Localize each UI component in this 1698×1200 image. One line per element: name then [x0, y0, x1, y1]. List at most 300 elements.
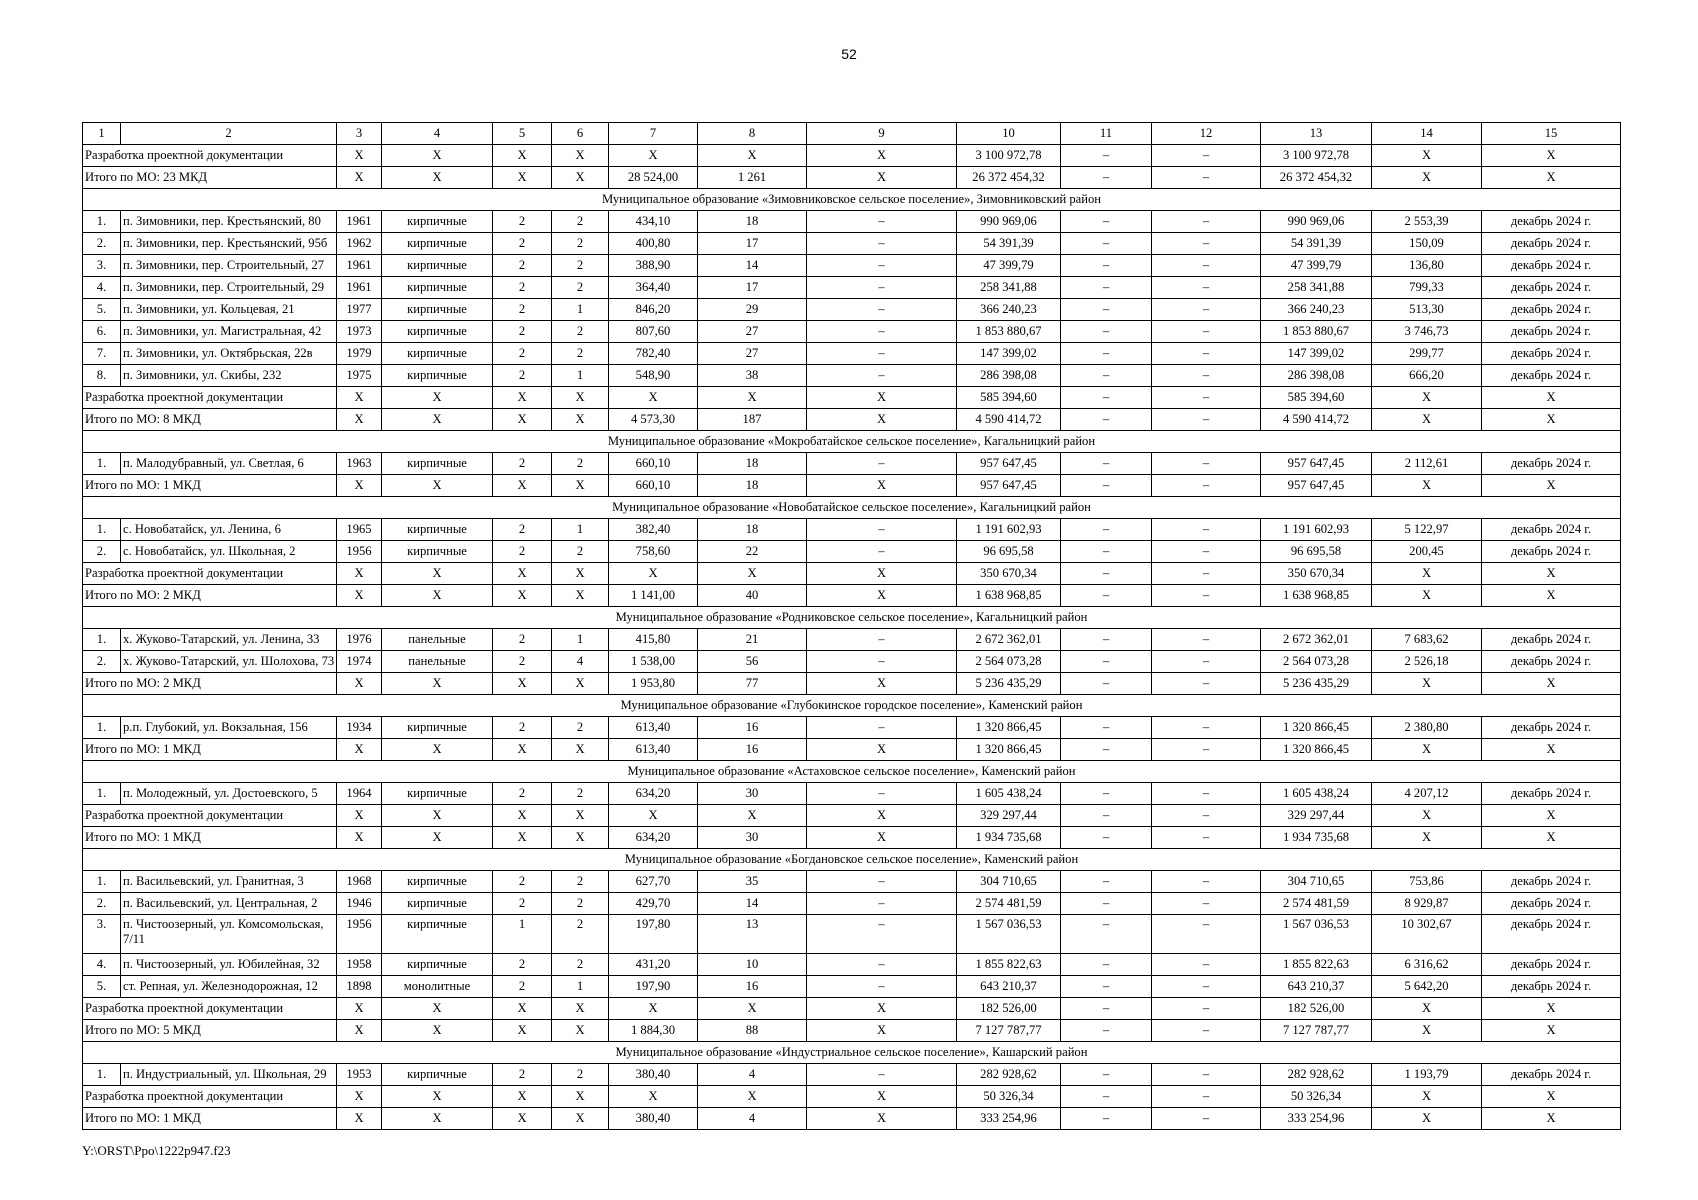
table-cell: 1946 [337, 893, 382, 915]
total-row [83, 475, 1621, 497]
table-cell: X [337, 409, 382, 431]
table-cell: – [1152, 365, 1261, 387]
repair-program-table [82, 122, 1621, 1130]
total-label: Итого по МО: 1 МКД [83, 827, 337, 849]
section-title: Муниципальное образование «Новобатайское сельское поселение», Кагальницкий район [83, 497, 1621, 519]
building-address: п. Васильевский, ул. Центральная, 2 [121, 893, 337, 915]
table-cell: 17 [698, 233, 807, 255]
table-cell: X [1482, 673, 1621, 695]
table-cell: 2 [493, 211, 552, 233]
table-cell: 50 326,34 [1261, 1086, 1372, 1108]
table-cell: 16 [698, 717, 807, 739]
table-cell: X [1372, 563, 1482, 585]
table-cell: 2 [552, 255, 609, 277]
table-cell: X [1372, 409, 1482, 431]
table-cell: 1975 [337, 365, 382, 387]
total-label: Итого по МО: 2 МКД [83, 673, 337, 695]
table-cell: X [493, 827, 552, 849]
table-cell: 17 [698, 277, 807, 299]
table-cell: 1 934 735,68 [1261, 827, 1372, 849]
table-cell: 50 326,34 [957, 1086, 1061, 1108]
table-cell: – [1152, 1108, 1261, 1130]
total-label: Разработка проектной документации [83, 998, 337, 1020]
table-cell: X [807, 387, 957, 409]
table-cell: X [552, 739, 609, 761]
table-cell: 1 141,00 [609, 585, 698, 607]
table-cell: 388,90 [609, 255, 698, 277]
table-cell: X [1482, 1108, 1621, 1130]
table-cell: кирпичные [382, 519, 493, 541]
table-cell: 329 297,44 [1261, 805, 1372, 827]
table-cell: 14 [698, 893, 807, 915]
table-cell: X [337, 585, 382, 607]
table-cell: 282 928,62 [1261, 1064, 1372, 1086]
table-cell: X [1482, 145, 1621, 167]
table-cell: 7 127 787,77 [1261, 1020, 1372, 1042]
table-cell: 18 [698, 211, 807, 233]
table-cell: кирпичные [382, 211, 493, 233]
row-number: 1. [83, 871, 121, 893]
table-cell: 364,40 [609, 277, 698, 299]
table-cell: X [1372, 1020, 1482, 1042]
table-cell: 150,09 [1372, 233, 1482, 255]
table-cell: 2 [552, 541, 609, 563]
table-cell: – [1061, 651, 1152, 673]
row-number: 1. [83, 453, 121, 475]
row-number: 2. [83, 233, 121, 255]
table-cell: декабрь 2024 г. [1482, 871, 1621, 893]
table-cell: декабрь 2024 г. [1482, 233, 1621, 255]
table-cell: 286 398,08 [957, 365, 1061, 387]
table-cell: X [698, 145, 807, 167]
table-cell: X [552, 145, 609, 167]
table-cell: X [609, 1086, 698, 1108]
table-cell: – [807, 299, 957, 321]
table-cell: декабрь 2024 г. [1482, 783, 1621, 805]
table-cell: 2 [493, 976, 552, 998]
table-cell: – [1152, 387, 1261, 409]
table-cell: 548,90 [609, 365, 698, 387]
table-cell: 643 210,37 [1261, 976, 1372, 998]
table-cell: X [337, 167, 382, 189]
table-cell: декабрь 2024 г. [1482, 211, 1621, 233]
total-row [83, 998, 1621, 1020]
table-cell: – [1061, 211, 1152, 233]
table-cell: X [337, 387, 382, 409]
table-cell: X [807, 563, 957, 585]
table-row [83, 541, 1621, 563]
table-cell: декабрь 2024 г. [1482, 541, 1621, 563]
table-row [83, 453, 1621, 475]
table-cell: – [1061, 233, 1152, 255]
table-cell: – [1152, 145, 1261, 167]
table-cell: 2 [552, 1064, 609, 1086]
total-row [83, 585, 1621, 607]
table-cell: X [382, 475, 493, 497]
table-cell: 77 [698, 673, 807, 695]
table-cell: – [1152, 976, 1261, 998]
table-cell: 182 526,00 [957, 998, 1061, 1020]
table-cell: 1 320 866,45 [1261, 739, 1372, 761]
table-cell: 38 [698, 365, 807, 387]
building-address: с. Новобатайск, ул. Ленина, 6 [121, 519, 337, 541]
table-cell: кирпичные [382, 365, 493, 387]
table-row [83, 321, 1621, 343]
table-cell: 3 100 972,78 [957, 145, 1061, 167]
table-cell: X [493, 1108, 552, 1130]
column-header: 9 [807, 123, 957, 145]
table-cell: 47 399,79 [957, 255, 1061, 277]
table-cell: 957 647,45 [1261, 475, 1372, 497]
table-cell: 1898 [337, 976, 382, 998]
table-cell: X [493, 145, 552, 167]
column-header: 5 [493, 123, 552, 145]
building-address: р.п. Глубокий, ул. Вокзальная, 156 [121, 717, 337, 739]
table-cell: 1 855 822,63 [957, 954, 1061, 976]
table-cell: X [337, 1020, 382, 1042]
table-cell: 304 710,65 [1261, 871, 1372, 893]
table-cell: X [807, 1020, 957, 1042]
table-cell: 2 [493, 954, 552, 976]
table-cell: 660,10 [609, 475, 698, 497]
table-cell: 2 [493, 277, 552, 299]
table-cell: 2 553,39 [1372, 211, 1482, 233]
table-cell: 634,20 [609, 827, 698, 849]
table-cell: X [1482, 1020, 1621, 1042]
table-cell: 27 [698, 343, 807, 365]
table-cell: – [807, 717, 957, 739]
table-cell: 434,10 [609, 211, 698, 233]
table-cell: X [337, 805, 382, 827]
table-cell: – [1061, 871, 1152, 893]
table-cell: – [807, 915, 957, 954]
table-cell: – [1061, 145, 1152, 167]
table-cell: 5 122,97 [1372, 519, 1482, 541]
building-address: х. Жуково-Татарский, ул. Шолохова, 73 [121, 651, 337, 673]
table-cell: 35 [698, 871, 807, 893]
page-number: 52 [841, 46, 857, 62]
table-row [83, 629, 1621, 651]
table-cell: X [382, 387, 493, 409]
table-cell: 258 341,88 [957, 277, 1061, 299]
table-cell: 4 573,30 [609, 409, 698, 431]
table-cell: X [807, 585, 957, 607]
table-row [83, 255, 1621, 277]
table-cell: X [337, 998, 382, 1020]
section-header-row [83, 497, 1621, 519]
table-cell: X [493, 167, 552, 189]
table-cell: 1964 [337, 783, 382, 805]
total-row [83, 145, 1621, 167]
section-header-row [83, 849, 1621, 871]
table-cell: X [382, 998, 493, 1020]
table-cell: – [807, 651, 957, 673]
building-address: п. Зимовники, пер. Крестьянский, 95б [121, 233, 337, 255]
table-cell: – [1152, 717, 1261, 739]
table-cell: 2 672 362,01 [957, 629, 1061, 651]
table-cell: 10 302,67 [1372, 915, 1482, 954]
table-cell: 2 [493, 453, 552, 475]
table-cell: 1977 [337, 299, 382, 321]
table-cell: кирпичные [382, 321, 493, 343]
column-header: 6 [552, 123, 609, 145]
table-cell: кирпичные [382, 255, 493, 277]
section-header-row [83, 431, 1621, 453]
table-cell: 1 853 880,67 [1261, 321, 1372, 343]
building-address: п. Молодежный, ул. Достоевского, 5 [121, 783, 337, 805]
table-cell: 585 394,60 [1261, 387, 1372, 409]
table-cell: X [1372, 805, 1482, 827]
table-cell: X [1372, 1086, 1482, 1108]
row-number: 5. [83, 976, 121, 998]
table-cell: X [1482, 409, 1621, 431]
total-label: Итого по МО: 5 МКД [83, 1020, 337, 1042]
table-cell: декабрь 2024 г. [1482, 321, 1621, 343]
table-cell: декабрь 2024 г. [1482, 1064, 1621, 1086]
table-cell: – [1061, 805, 1152, 827]
table-cell: 258 341,88 [1261, 277, 1372, 299]
table-cell: декабрь 2024 г. [1482, 651, 1621, 673]
total-row [83, 1086, 1621, 1108]
total-row [83, 409, 1621, 431]
table-cell: – [807, 954, 957, 976]
table-cell: X [552, 827, 609, 849]
table-cell: декабрь 2024 г. [1482, 976, 1621, 998]
table-cell: 1956 [337, 541, 382, 563]
table-cell: – [1152, 1086, 1261, 1108]
table-cell: – [1152, 998, 1261, 1020]
table-cell: X [552, 1020, 609, 1042]
column-header: 10 [957, 123, 1061, 145]
table-cell: 660,10 [609, 453, 698, 475]
section-header-row [83, 761, 1621, 783]
table-cell: – [1152, 871, 1261, 893]
table-cell: декабрь 2024 г. [1482, 365, 1621, 387]
table-cell: X [807, 145, 957, 167]
table-cell: 1934 [337, 717, 382, 739]
table-cell: 54 391,39 [1261, 233, 1372, 255]
table-cell: 799,33 [1372, 277, 1482, 299]
table-cell: X [493, 998, 552, 1020]
table-cell: 7 683,62 [1372, 629, 1482, 651]
table-cell: 4 590 414,72 [1261, 409, 1372, 431]
table-cell: 54 391,39 [957, 233, 1061, 255]
table-cell: – [1061, 409, 1152, 431]
table-cell: X [552, 805, 609, 827]
table-cell: – [1152, 453, 1261, 475]
table-cell: – [1061, 1064, 1152, 1086]
table-cell: – [1061, 343, 1152, 365]
table-cell: – [1061, 519, 1152, 541]
table-cell: X [552, 387, 609, 409]
table-cell: 21 [698, 629, 807, 651]
table-cell: – [1061, 827, 1152, 849]
building-address: х. Жуково-Татарский, ул. Ленина, 33 [121, 629, 337, 651]
table-cell: X [337, 739, 382, 761]
table-cell: X [552, 409, 609, 431]
table-cell: – [1152, 651, 1261, 673]
table-cell: 782,40 [609, 343, 698, 365]
section-title: Муниципальное образование «Мокробатайское сельское поселение», Кагальницкий район [83, 431, 1621, 453]
table-cell: 286 398,08 [1261, 365, 1372, 387]
table-cell: 96 695,58 [957, 541, 1061, 563]
table-cell: – [1152, 1020, 1261, 1042]
table-cell: 1 191 602,93 [1261, 519, 1372, 541]
table-cell: X [1482, 805, 1621, 827]
table-cell: 2 [493, 717, 552, 739]
table-cell: X [552, 673, 609, 695]
row-number: 2. [83, 651, 121, 673]
column-header: 12 [1152, 123, 1261, 145]
table-cell: – [1061, 1020, 1152, 1042]
total-label: Разработка проектной документации [83, 563, 337, 585]
table-cell: – [1152, 255, 1261, 277]
table-cell: 3 100 972,78 [1261, 145, 1372, 167]
table-cell: декабрь 2024 г. [1482, 915, 1621, 954]
table-cell: X [1372, 475, 1482, 497]
table-cell: 1 191 602,93 [957, 519, 1061, 541]
table-row [83, 783, 1621, 805]
table-row [83, 954, 1621, 976]
table-cell: 366 240,23 [1261, 299, 1372, 321]
table-cell: – [1152, 805, 1261, 827]
table-cell: X [807, 475, 957, 497]
table-cell: 1 638 968,85 [1261, 585, 1372, 607]
table-cell: 990 969,06 [957, 211, 1061, 233]
table-cell: X [552, 585, 609, 607]
table-cell: X [807, 805, 957, 827]
table-cell: 2 [552, 893, 609, 915]
table-cell: – [1061, 299, 1152, 321]
building-address: п. Зимовники, ул. Скибы, 232 [121, 365, 337, 387]
table-cell: – [1061, 1086, 1152, 1108]
table-cell: 2 [552, 343, 609, 365]
table-cell: – [1152, 954, 1261, 976]
table-cell: 2 [552, 871, 609, 893]
table-cell: – [807, 976, 957, 998]
table-cell: – [807, 211, 957, 233]
table-cell: – [1061, 563, 1152, 585]
table-cell: X [493, 673, 552, 695]
table-cell: 1 567 036,53 [957, 915, 1061, 954]
table-cell: 2 564 073,28 [1261, 651, 1372, 673]
table-cell: 2 [552, 321, 609, 343]
table-cell: X [382, 1108, 493, 1130]
building-address: п. Зимовники, ул. Кольцевая, 21 [121, 299, 337, 321]
table-cell: 2 [552, 915, 609, 954]
table-cell: X [609, 998, 698, 1020]
table-cell: 613,40 [609, 739, 698, 761]
table-cell: – [1061, 915, 1152, 954]
table-cell: 5 642,20 [1372, 976, 1482, 998]
table-cell: X [807, 673, 957, 695]
table-cell: X [337, 673, 382, 695]
table-cell: 2 [493, 233, 552, 255]
table-cell: 5 236 435,29 [957, 673, 1061, 695]
table-cell: декабрь 2024 г. [1482, 629, 1621, 651]
table-cell: X [493, 585, 552, 607]
table-cell: 27 [698, 321, 807, 343]
table-cell: кирпичные [382, 717, 493, 739]
table-cell: 200,45 [1372, 541, 1482, 563]
column-header: 4 [382, 123, 493, 145]
table-cell: 382,40 [609, 519, 698, 541]
table-cell: 2 526,18 [1372, 651, 1482, 673]
table-cell: – [807, 893, 957, 915]
table-cell: 26 372 454,32 [1261, 167, 1372, 189]
total-label: Итого по МО: 8 МКД [83, 409, 337, 431]
table-cell: X [337, 145, 382, 167]
table-cell: 56 [698, 651, 807, 673]
table-cell: 350 670,34 [1261, 563, 1372, 585]
table-row [83, 299, 1621, 321]
table-cell: X [1482, 998, 1621, 1020]
table-row [83, 651, 1621, 673]
table-cell: 634,20 [609, 783, 698, 805]
building-address: с. Новобатайск, ул. Школьная, 2 [121, 541, 337, 563]
table-cell: 627,70 [609, 871, 698, 893]
total-row [83, 563, 1621, 585]
table-cell: 2 [552, 277, 609, 299]
table-cell: 1 [552, 629, 609, 651]
table-cell: 10 [698, 954, 807, 976]
table-cell: – [1152, 1064, 1261, 1086]
row-number: 1. [83, 783, 121, 805]
row-number: 1. [83, 717, 121, 739]
table-cell: X [493, 563, 552, 585]
table-cell: – [1152, 475, 1261, 497]
table-cell: 807,60 [609, 321, 698, 343]
table-cell: – [1152, 739, 1261, 761]
table-cell: 18 [698, 453, 807, 475]
table-cell: X [1372, 167, 1482, 189]
building-address: п. Зимовники, пер. Строительный, 27 [121, 255, 337, 277]
row-number: 1. [83, 211, 121, 233]
table-cell: X [807, 827, 957, 849]
table-cell: 8 929,87 [1372, 893, 1482, 915]
table-cell: 1961 [337, 277, 382, 299]
table-cell: – [807, 541, 957, 563]
table-cell: X [1482, 585, 1621, 607]
table-cell: кирпичные [382, 233, 493, 255]
table-cell: – [1061, 167, 1152, 189]
table-cell: 1963 [337, 453, 382, 475]
section-title: Муниципальное образование «Родниковское сельское поселение», Кагальницкий район [83, 607, 1621, 629]
row-number: 3. [83, 915, 121, 954]
table-cell: – [807, 365, 957, 387]
table-cell: 585 394,60 [957, 387, 1061, 409]
building-address: п. Васильевский, ул. Гранитная, 3 [121, 871, 337, 893]
table-cell: 1965 [337, 519, 382, 541]
table-cell: 1956 [337, 915, 382, 954]
table-cell: кирпичные [382, 541, 493, 563]
table-cell: 22 [698, 541, 807, 563]
total-label: Итого по МО: 1 МКД [83, 739, 337, 761]
table-cell: X [1372, 145, 1482, 167]
table-cell: – [1061, 475, 1152, 497]
table-cell: – [1152, 167, 1261, 189]
table-cell: 329 297,44 [957, 805, 1061, 827]
table-cell: – [1152, 915, 1261, 954]
section-title: Муниципальное образование «Зимовниковское сельское поселение», Зимовниковский район [83, 189, 1621, 211]
table-cell: X [382, 673, 493, 695]
table-cell: декабрь 2024 г. [1482, 453, 1621, 475]
total-label: Итого по МО: 1 МКД [83, 1108, 337, 1130]
table-cell: – [1152, 409, 1261, 431]
table-cell: X [807, 409, 957, 431]
section-title: Муниципальное образование «Индустриальное сельское поселение», Кашарский район [83, 1042, 1621, 1064]
table-cell: кирпичные [382, 453, 493, 475]
